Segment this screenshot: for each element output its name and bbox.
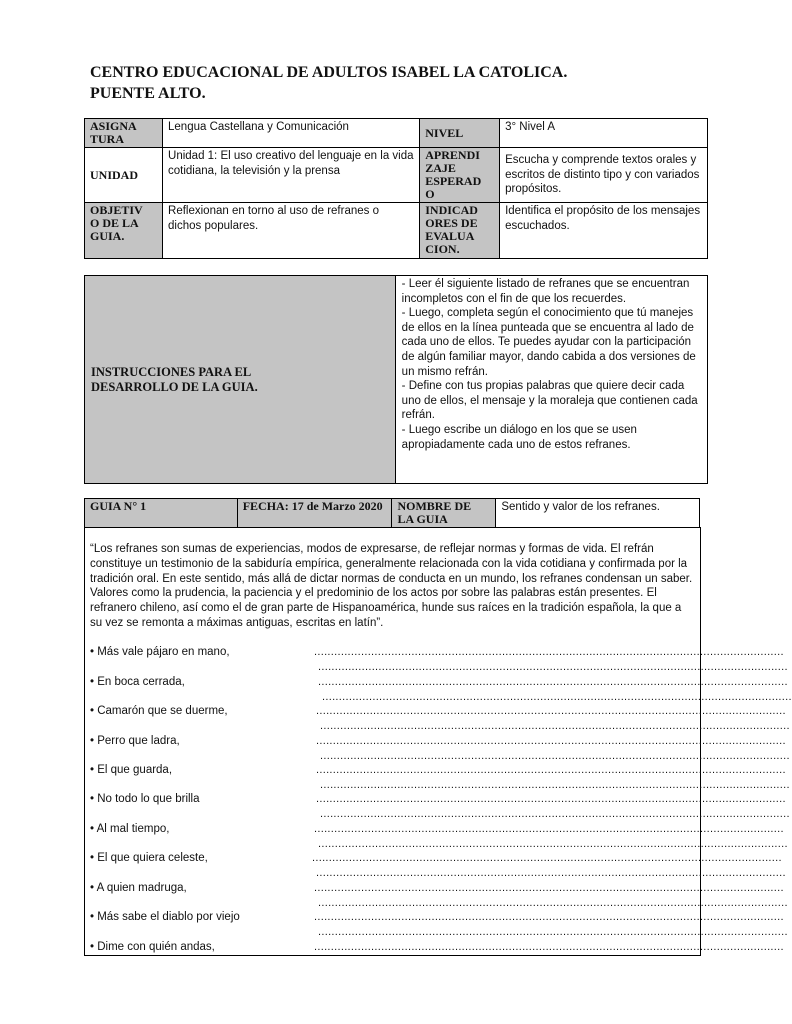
answer-line[interactable]: ............................................................................................................................................ [316,793,786,805]
instruction-item: - Luego, completa según el conocimiento que tú manejes de ellos en la línea punteada que se encuentra al lado de cada uno de ellos. Te puedes ayudar con la participación de algún familiar mayor, dando cabida a dos versiones de un mismo refrán. [401,307,696,378]
instructions-table [84,275,708,484]
answer-line[interactable]: ............................................................................................................................................ [316,705,786,717]
proverb-item: • No todo lo que brilla [90,793,200,805]
answer-line[interactable]: ............................................................................................................................................ [320,720,790,732]
answer-line[interactable]: ............................................................................................................................................ [316,735,786,747]
answer-line[interactable]: ............................................................................................................................................ [318,676,788,688]
answer-line[interactable]: ............................................................................................................................................ [314,823,784,835]
unidad-label: UNIDAD [85,148,163,203]
instructions-label [85,276,396,484]
answer-line[interactable]: ............................................................................................................................................ [314,941,784,953]
proverb-item: • Perro que ladra, [90,735,180,747]
guide-header-table [84,498,700,528]
fecha-label: FECHA: 17 de Marzo 2020 [237,499,392,528]
answer-line[interactable]: ............................................................................................................................................ [320,808,790,820]
school-location: PUENTE ALTO. [90,85,206,102]
school-name: CENTRO EDUCACIONAL DE ADULTOS ISABEL LA CATOLICA. [90,64,568,81]
indicadores-label: INDICAD ORES DE EVALUA CION. [420,203,500,259]
answer-line[interactable]: ............................................................................................................................................ [320,750,790,762]
proverb-item: • El que guarda, [90,764,173,776]
nivel-label: NIVEL [420,119,500,148]
proverb-item: • Más vale pájaro en mano, [90,646,230,658]
instructions-content [395,276,707,484]
answer-line[interactable]: ............................................................................................................................................ [312,852,782,864]
answer-line[interactable]: ............................................................................................................................................ [318,897,788,909]
answer-line[interactable]: ............................................................................................................................................ [314,882,784,894]
answer-line[interactable]: ............................................................................................................................................ [322,691,792,703]
aprendizaje-label: APRENDI ZAJE ESPERAD O [420,148,500,203]
proverb-item: • Más sabe el diablo por viejo [90,911,240,923]
answer-line[interactable]: ............................................................................................................................................ [318,838,788,850]
info-table [84,118,708,259]
nivel-value: 3° Nivel A [500,119,708,148]
answer-line[interactable]: ............................................................................................................................................ [320,779,790,791]
objetivo-label: OBJETIV O DE LA GUIA. [85,203,163,259]
aprendizaje-value: Escucha y comprende textos orales y escritos de distinto tipo y con variados propósitos. [500,148,708,203]
unidad-value: Unidad 1: El uso creativo del lenguaje en la vida cotidiana, la televisión y la prensa [163,148,420,203]
asignatura-label: ASIGNA TURA [85,119,163,148]
indicadores-value: Identifica el propósito de los mensajes escuchados. [500,203,708,259]
answer-line[interactable]: ............................................................................................................................................ [316,867,786,879]
instruction-item: - Leer él siguiente listado de refranes que se encuentran incompletos con el fin de que los recuerdes. [401,278,690,305]
instruction-item: - Luego escribe un diálogo en los que se usen apropiadamente cada uno de estos refranes. [401,423,637,451]
nombre-label: NOMBRE DE LA GUIA [392,499,496,528]
instructions-label-text: INSTRUCCIONES PARA EL DESARROLLO DE LA GUIA. [91,364,258,394]
proverb-item: • Al mal tiempo, [90,823,170,835]
proverb-item: • A quien madruga, [90,882,187,894]
objetivo-value: Reflexionan en torno al uso de refranes o dichos populares. [163,203,420,259]
instruction-item: - Define con tus propias palabras que quiere decir cada uno de ellos, el mensaje y la moraleja que contienen cada refrán. [401,380,698,422]
school-header [90,62,710,104]
answer-line[interactable]: ............................................................................................................................................ [314,646,784,658]
asignatura-value: Lengua Castellana y Comunicación [163,119,420,148]
proverb-item: • El que quiera celeste, [90,852,208,864]
proverb-item: • En boca cerrada, [90,676,185,688]
proverb-item: • Camarón que se duerme, [90,705,228,717]
refranes-quote: “Los refranes son sumas de experiencias, modos de expresarse, de reflejar normas y formas de vida. El refrán constituye un testimonio de la sabiduría empírica, generalmente relacionada con la vida cotidiana y confirmada por la tradición oral. En este sentido, más allá de dictar normas de conducta en un mundo, los refranes condensan un saber. Valores como la prudencia, la paciencia y el predominio de los actos por sobre las palabras están presentes. El refranero chileno, así como el de gran parte de Hispanoamérica, hunde sus raíces en la tradición española, la que a su vez se remonta a máximas antiguas, escritas en latín”. [90,543,693,629]
answer-line[interactable]: ............................................................................................................................................ [318,661,788,673]
nombre-value: Sentido y valor de los refranes. [496,499,700,528]
answer-line[interactable]: ............................................................................................................................................ [316,764,786,776]
answer-line[interactable]: ............................................................................................................................................ [318,926,788,938]
guia-number: GUIA N° 1 [85,499,238,528]
answer-line[interactable]: ............................................................................................................................................ [314,911,784,923]
proverb-item: • Dime con quién andas, [90,941,215,953]
